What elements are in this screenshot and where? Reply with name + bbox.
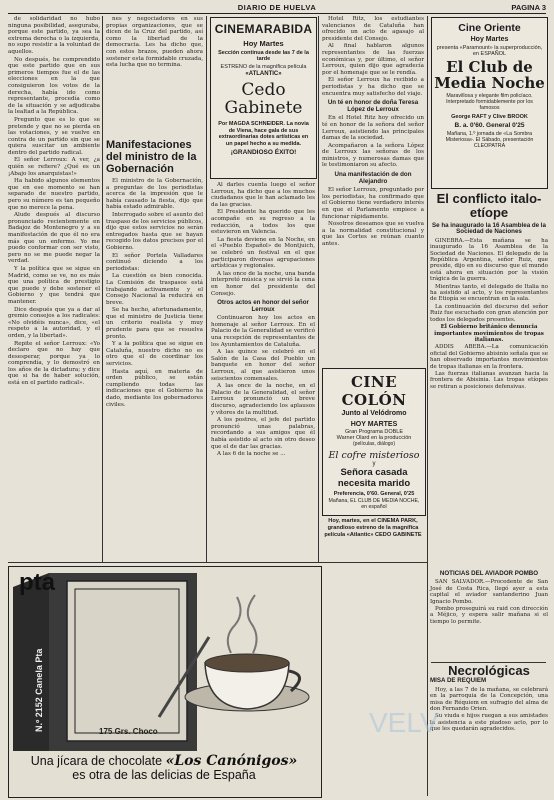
package-side-text: N.º 2152 Canela Pta [34, 648, 44, 732]
paragraph: nes y negociadores en sus propias organizaciones, que se dicen de la Cruz del partido, así como la libertad de la democracia. Les ha dicho que, con estos brazos, pueden ahora sostener esta formidable cruzada, esta lucha que no termina. [106, 16, 203, 69]
cinema-when: HOY MARTES [350, 421, 398, 428]
paragraph: El señor Lerroux ha recibido a periodistas y ha dicho que se encuentra muy satisfecho del viaje. [322, 77, 424, 97]
paragraph: Hotel Ritz, los estudiantes valencianos de Cataluña han ofrecido un acto de agasajo al presidente del Consejo. [322, 16, 424, 42]
film-stars: George RAFT y Clive BROOK [451, 113, 528, 120]
paragraph: Su viuda e hijos ruegan a sus amistades la asistencia a este piadoso acto, por lo que les quedarán agradecidos. [430, 713, 548, 733]
paragraph: Al darles cuenta luego el señor Lerroux, ha dicho que a los muchos ciudadanos que le han aclamado les da las gracias. [211, 182, 315, 208]
column-4-article [322, 16, 424, 364]
paragraph: Al final hablaron algunos representantes de las fuerzas económicas y, por último, el señor Lerroux, quien dijo que agradecía por el homenaje que se le rendía. [322, 43, 424, 76]
paragraph: Pregunto que es lo que se pretende y que no se pierda en las votaciones, y se vuelve en contra de un partido sin que se quiera suscitar un ambiente dentro del partido radical. [8, 116, 100, 156]
paragraph: Acompañaron a la señora López de Lerroux las señoras de los ministros, y numerosas damas que le testimoniaron su afecto. [322, 142, 424, 169]
paragraph: Mientras tanto, el delegado de Italia no ha asistido al acto, y los representantes de Etiopía se encuentran en la sala. [430, 283, 548, 303]
aviador-article [430, 568, 548, 658]
paragraph: A las quince se celebró en el Salón de la Casa del Pueblo un banquete en honor del señor Lerroux, al que asistieron unos seiscientos comensales. [211, 349, 315, 382]
paragraph: A las 6 de la noche se ... [217, 451, 286, 458]
film-success: ¡GRANDIOSO ÉXITO! [230, 149, 297, 156]
cinema-presents: presenta «Paramount» la superproducción, en ESPAÑOL [436, 45, 543, 57]
section-subtitle: Una manifestación de don Alejandro [334, 171, 412, 185]
column-6-article [430, 192, 548, 564]
cine-colon-ad [322, 368, 426, 516]
paragraph: El señor Lerroux, preguntado por los periodistas, ha confirmado que el Gobierno tiene verdadero interés en que el Parlamento empiece a funcionar rápidamente. [322, 187, 424, 220]
page-number: PAGINA 3 [511, 3, 546, 12]
paragraph: La cuestión es bien conocida. La Comisión de traspasos está trabajando activamente y el Consejo Nacional la reducirá en breve. [106, 273, 203, 306]
cinema-program: Gran Programa DOBLE [344, 429, 404, 435]
cinema-rabida-ad [210, 17, 317, 179]
paragraph: El señor Portela Valladares continuó diciendo a los periodistas: [106, 252, 203, 272]
cinema-studio-note: (películas, diálogo) [353, 441, 395, 447]
ad-illustration [9, 567, 321, 753]
paragraph: ADDIS ABEBA.—La comunicación oficial del Gobierno abisinio señala que se han observado importantes movimientos de tropas italianas en la frontera. [430, 344, 548, 370]
film-title: Cedo Gabinete [224, 80, 303, 118]
cine-oriente-ad [431, 17, 548, 189]
brand-logo: pta [19, 569, 55, 596]
article-headline: NOTICIAS DEL AVIADOR POMBO [439, 570, 539, 577]
section-subtitle: MISA DE REQUIEM [430, 677, 487, 685]
paragraph: El ministro de la Gobernación, a preguntas de los periodistas acerca de la impresión que le había causado la fiesta, dijo que había estado admirable. [106, 178, 203, 211]
cinema-prices: B. a. 0'60. General 0'25 [454, 121, 525, 129]
cinema-venue: Junto al Velódromo [341, 410, 407, 417]
package-weight: 175 Grs. Choco [99, 727, 158, 736]
paragraph: Continuaron hoy los actos en homenaje al señor Lerroux. En el Palacio de la Generalidad se verificó una recepción de representantes de los Ayuntamientos de Cataluña. [211, 315, 315, 348]
paragraph: La continuación del discurso del señor Ruiz fue escuchado con gran atención por todos los delegados presentes. [430, 303, 548, 323]
cinema-when: Hoy Martes [470, 36, 509, 43]
cinema-title: CINEMARABIDA [214, 22, 313, 36]
cinema-note: Mañana, EL CLUB DE MEDIA NOCHE, en español [328, 498, 420, 510]
cinema-estreno: ESTRENO de la magnífica película [220, 64, 307, 70]
paragraph: Hoy, a las 7 de la mañana, se celebrará en la parroquia de la Concepción, una misa de Réquiem en sufragio del alma de don Fernando Orien. [430, 686, 548, 713]
paragraph: A las once de la noche, una banda interpretó música y se sirvió la cena en honor del presidente del Consejo. [211, 270, 315, 297]
slogan-text: es otra de las delicias de España [72, 768, 256, 782]
paragraph: Hasta aquí, en materia de orden público, se están cumpliendo todas las indicaciones que el Gobierno ha dado, mediante los gobernadores civiles. [106, 368, 203, 408]
cinema-session: Sección continua desde las 7 de la tarde [218, 50, 309, 62]
paragraph: Las fuerzas italianas avanzan hacia la frontera de Abisinia. Las tropas etíopes se retiran a posiciones defensivas. [430, 370, 548, 390]
paragraph: Pombo proseguirá su raid con dirección a Méjico, y espera salir mañana si el tiempo lo permite. [430, 606, 548, 625]
paragraph: Dice después que ya a dar al gremio consejos a los radicales: «No olvidéis nunca», dice, «el respeto a la autoridad, y el orden, y la libertad». [8, 306, 100, 339]
article-headline: El conflicto italo-etíope [436, 191, 542, 220]
film-description: Maravillosa y elegante film policíaco. Interpretado formidablemente por los famosos [446, 93, 533, 112]
page-header [8, 2, 546, 14]
paragraph: A los postres, el jefe del partido pronunció unas palabras, recordando a sus amigos que él había asistido al acto sin otro deseo que el de dar las gracias. [211, 417, 315, 450]
paragraph: de solidaridad no hubo ninguna posibilidad, aseguraba, porque este partido, ya sea la extrema derecha o la izquierda, no supo resistir a la voluntad de aquellos. [8, 16, 100, 55]
section-headline: Necrológicas [448, 663, 530, 678]
section-subtitle: Un té en honor de doña Teresa López de Lerroux [327, 99, 419, 113]
newspaper-name: DIARIO DE HUELVA [237, 3, 317, 12]
paragraph: El señor Lerroux: A ver, ¿a quién se refiere? ¿Qué es un ¡Abajo los anarquistas!» [8, 157, 100, 177]
cinema-title: CINE COLÓN [341, 373, 407, 409]
column-3-article [211, 182, 315, 562]
ad-slogan [13, 754, 315, 782]
ad-watermark: VELV [369, 707, 439, 738]
paragraph: Repite el señor Lerroux: «Yo declaro que no hay que desesperar, porque ya lo comprendía, y lo demostró en los años de la dictadura; y dice que si ha de haber solución, está en el partido radical». [8, 340, 100, 387]
chocolate-advertisement [8, 566, 439, 798]
paragraph: SAN SALVADOR.—Procedente de San José de Costa Rica, llegó ayer a esta capital el aviador santanderino Juan Ignacio Pombo. [430, 579, 548, 605]
film-cast: Por MAGDA SCHNEIDER. La novia de Viena, hace gala de sus extraordinarias dotes artísticas en un papel hecho a su medida. [218, 121, 309, 147]
paragraph: Y a la política que se sigue en Cataluña, nuestro dicho no es otro que el de coordinar los servicios. [106, 341, 203, 368]
film-title: El cofre misterioso [328, 450, 420, 461]
slogan-text: Una jícara de chocolate [30, 754, 163, 768]
cinema-park-note: Hoy, martes, en el CINEMA PARK, grandioso estreno de la magnífica película «Atlantic» CEDO GABINETE [324, 518, 422, 538]
cinema-title: Cine Oriente [458, 22, 521, 34]
paragraph: El Presidente ha querido que les acompañe en su regreso a la redacción, a todos los que estuvieron en Valencia. [211, 209, 315, 236]
article-subtitle: Se ha inaugurado la 16 Asamblea de la Sociedad de Naciones [432, 222, 546, 236]
paragraph: Alude después al discurso pronunciado recientemente en Badajoz de Montenegro y a su manifestación de que él no era más que un enfermo. Yo me puedo conformar con ser visto, pero no se me puede negar la verdad. [8, 212, 100, 265]
conjunction: y [372, 461, 376, 467]
cinema-when: Hoy Martes [243, 39, 284, 48]
paragraph: Se ha hecho, afortunadamente, que el ministro de Justicia tiene un criterio realista y muy prudente para que se resuelva pronto. [106, 307, 203, 340]
cinema-next: Mañana, 1.º jornada de «La Sombra Misteriosa». El Sábado, presentación CLEOPATRA [445, 130, 534, 150]
paragraph: Nosotros deseamos que se vuelva a la normalidad constitucional y que las Cortes se reúnan cuanto antes. [322, 221, 424, 247]
paragraph: En el Hotel Ritz hoy ofrecido un té en honor de la señora del señor Lerroux, asistiendo las principales damas de la sociedad. [322, 115, 424, 142]
film-title: Señora casada necesita marido [337, 467, 411, 489]
article-headline: Manifestaciones del ministro de la Gobernación [106, 139, 197, 175]
section-subtitle: Otros actos en honor del señor Lerroux [217, 299, 309, 313]
paragraph: Ha habido algunos elementos que en ese momento se han separado de nuestro partido, pero su número es tan pequeño que no merece la pena. [8, 178, 100, 211]
paragraph: El Gobierno británico denuncia importantes movimientos de tropas italianas. [434, 324, 544, 343]
necrologicas-article [430, 663, 548, 796]
paragraph: Interrogado sobre el asunto del traspaso de los servicios públicos, dijo que estos servicios no serán entregados hasta que se hayan recogido los datos precisos por el Gobierno. [106, 211, 203, 251]
column-2-article [106, 16, 203, 562]
paragraph: No después, he comprendido que este partido que en sus primeros tiempos fue el de las elecciones en la que consiguieron los votos de la derecha, había ido como representante, procedía como de la situación y se adjudicaba la lealtad a la República. [8, 56, 100, 116]
column-1-article [8, 16, 100, 562]
paragraph: Y la política que se sigue en Madrid, como se ve, no es más que una política de prestigio que puede y debe sostener el Gobierno y que tendrá que mantener. [8, 265, 100, 305]
film-title: El Club de Media Noche [434, 58, 545, 92]
paragraph: GINEBRA.—Esta mañana se ha inaugurado la 16 Asamblea de la Sociedad de Naciones. El delegado de la República Argentina, señor Ruiz, que preside, dijo en su discurso que el mundo está ahora en situación por la visión trágica de la guerra. [430, 237, 548, 283]
cinema-studio: Warner Olard en la producción [336, 435, 412, 441]
cinema-prices: Preferencia, 0'60. General, 0'25 [333, 491, 415, 497]
slogan-brand: «Los Canónigos» [165, 753, 298, 769]
film-title: «ATLANTIC» [245, 71, 282, 77]
paragraph: A las once de la noche, en el Palacio de la Generalidad, el señor Lerroux pronunció un breve discurso, agradeciendo los aplausos y vítores de la multitud. [211, 383, 315, 416]
paragraph: La fiesta deviene en la Noche, en el «Pueblo Español» de Montjuich, se celebró un festival en el que participaron diversas agrupaciones artísticas y regionales. [211, 236, 315, 270]
